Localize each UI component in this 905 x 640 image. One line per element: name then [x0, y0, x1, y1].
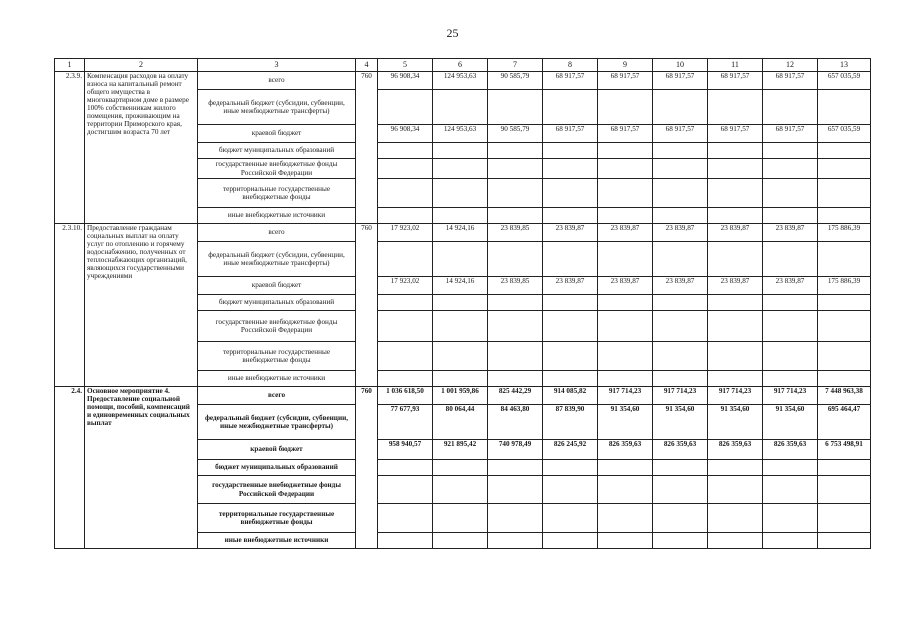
year-value: 91 354,60: [598, 405, 653, 440]
funding-source: федеральный бюджет (субсидии, субвенции, иные межбюджетные трансферты): [198, 90, 356, 125]
year-value: 914 085,82: [543, 387, 598, 405]
year-value: [708, 311, 763, 342]
year-value: 124 953,63: [433, 125, 488, 143]
year-value: [598, 533, 653, 549]
year-value: [378, 311, 433, 342]
funding-source: краевой бюджет: [198, 440, 356, 460]
year-value: [433, 143, 488, 159]
year-value: 826 359,63: [763, 440, 818, 460]
year-value: 826 359,63: [598, 440, 653, 460]
year-value: 23 839,87: [653, 277, 708, 295]
year-value: 68 917,57: [708, 125, 763, 143]
year-value: 17 923,02: [378, 277, 433, 295]
column-header-1: 1: [55, 59, 85, 72]
funding-source: федеральный бюджет (субсидии, субвенции, иные межбюджетные трансферты): [198, 405, 356, 440]
year-value: 87 839,90: [543, 405, 598, 440]
year-value: [488, 460, 543, 476]
column-header-4: 4: [356, 59, 378, 72]
year-value: 17 923,02: [378, 224, 433, 242]
total-value: 657 035,59: [818, 125, 871, 143]
year-value: [763, 208, 818, 224]
funding-source: территориальные государственные внебюджетные фонды: [198, 342, 356, 371]
year-value: [598, 295, 653, 311]
year-value: [488, 179, 543, 208]
year-value: [763, 143, 818, 159]
year-value: [543, 311, 598, 342]
year-value: [433, 311, 488, 342]
funding-source: государственные внебюджетные фонды Российской Федерации: [198, 159, 356, 179]
table-row: [55, 224, 871, 242]
year-value: [543, 208, 598, 224]
year-value: 826 359,63: [653, 440, 708, 460]
total-value: 695 464,47: [818, 405, 871, 440]
year-value: [653, 533, 708, 549]
year-value: [488, 159, 543, 179]
year-value: [763, 533, 818, 549]
year-value: [378, 342, 433, 371]
year-value: [763, 371, 818, 387]
year-value: [598, 90, 653, 125]
year-value: [598, 179, 653, 208]
measure-code: 2.4.: [55, 387, 85, 549]
year-value: [488, 242, 543, 277]
year-value: [433, 476, 488, 504]
year-value: 23 839,87: [598, 277, 653, 295]
year-value: [378, 179, 433, 208]
year-value: 91 354,60: [653, 405, 708, 440]
year-value: [433, 90, 488, 125]
total-value: 175 886,39: [818, 277, 871, 295]
column-header-6: 6: [433, 59, 488, 72]
funding-source: государственные внебюджетные фонды Российской Федерации: [198, 476, 356, 504]
year-value: [763, 476, 818, 504]
measure-name: Предоставление гражданам социальных выплат на оплату услуг по отоплению и горячему водоснабжению, полученных от теплоснабжающих организаций, являющихся государственными учреждениями: [85, 224, 198, 387]
year-value: [543, 476, 598, 504]
total-value: [818, 342, 871, 371]
year-value: [763, 311, 818, 342]
year-value: [653, 476, 708, 504]
year-value: [653, 242, 708, 277]
year-value: 124 953,63: [433, 72, 488, 90]
year-value: [543, 342, 598, 371]
year-value: 68 917,57: [598, 125, 653, 143]
year-value: [488, 504, 543, 533]
year-value: [543, 159, 598, 179]
year-value: [653, 90, 708, 125]
year-value: 77 677,93: [378, 405, 433, 440]
total-value: [818, 90, 871, 125]
year-value: 23 839,87: [543, 277, 598, 295]
year-value: [488, 208, 543, 224]
total-value: [818, 504, 871, 533]
year-value: [543, 90, 598, 125]
year-value: 826 245,92: [543, 440, 598, 460]
year-value: [543, 371, 598, 387]
funding-source: всего: [198, 224, 356, 242]
year-value: [763, 342, 818, 371]
measure-name: Основное мероприятие 4. Предоставление социальной помощи, пособий, компенсаций и единовременных социальных выплат: [85, 387, 198, 549]
measure-code: 2.3.9.: [55, 72, 85, 224]
total-value: [818, 159, 871, 179]
year-value: 23 839,87: [708, 224, 763, 242]
total-value: 7 448 963,38: [818, 387, 871, 405]
year-value: [653, 159, 708, 179]
year-value: [488, 295, 543, 311]
year-value: [488, 533, 543, 549]
year-value: 23 839,87: [763, 224, 818, 242]
year-value: [598, 311, 653, 342]
year-value: [433, 504, 488, 533]
year-value: [653, 208, 708, 224]
total-value: [818, 460, 871, 476]
column-header-12: 12: [763, 59, 818, 72]
year-value: [378, 143, 433, 159]
year-value: [378, 460, 433, 476]
total-value: [818, 295, 871, 311]
funding-source: краевой бюджет: [198, 125, 356, 143]
column-header-3: 3: [198, 59, 356, 72]
year-value: 23 839,87: [598, 224, 653, 242]
year-value: [488, 342, 543, 371]
total-value: [818, 476, 871, 504]
funding-source: всего: [198, 387, 356, 405]
year-value: [763, 179, 818, 208]
year-value: [763, 90, 818, 125]
funding-source: бюджет муниципальных образований: [198, 460, 356, 476]
year-value: [433, 295, 488, 311]
year-value: [598, 504, 653, 533]
measure-group: [55, 224, 871, 387]
total-value: 6 753 498,91: [818, 440, 871, 460]
year-value: [653, 311, 708, 342]
year-value: [488, 476, 543, 504]
year-value: [378, 242, 433, 277]
year-value: [433, 159, 488, 179]
funding-source: бюджет муниципальных образований: [198, 295, 356, 311]
year-value: [433, 179, 488, 208]
year-value: [488, 371, 543, 387]
column-header-10: 10: [653, 59, 708, 72]
year-value: 740 978,49: [488, 440, 543, 460]
total-value: [818, 208, 871, 224]
total-value: [818, 371, 871, 387]
measure-name: Компенсация расходов на оплату взноса на капитальный ремонт общего имущества в многоквартирном доме в размере 100% собственникам жилого помещения, проживающим на территории Приморского края, достигшим возраста 70 лет: [85, 72, 198, 224]
year-value: [598, 143, 653, 159]
funding-source: всего: [198, 72, 356, 90]
year-value: 1 001 959,86: [433, 387, 488, 405]
year-value: 14 924,16: [433, 224, 488, 242]
column-header-13: 13: [818, 59, 871, 72]
year-value: [488, 143, 543, 159]
year-value: 917 714,23: [708, 387, 763, 405]
column-header-2: 2: [85, 59, 198, 72]
total-value: [818, 311, 871, 342]
year-value: [543, 179, 598, 208]
year-value: 90 585,79: [488, 72, 543, 90]
measure-group: [55, 72, 871, 224]
year-value: [433, 342, 488, 371]
year-value: [598, 208, 653, 224]
year-value: [708, 460, 763, 476]
year-value: 96 908,34: [378, 72, 433, 90]
year-value: [378, 159, 433, 179]
year-value: [653, 342, 708, 371]
year-value: [708, 504, 763, 533]
year-value: [543, 533, 598, 549]
year-value: 917 714,23: [598, 387, 653, 405]
year-value: [433, 460, 488, 476]
year-value: [653, 504, 708, 533]
year-value: [708, 371, 763, 387]
year-value: [433, 371, 488, 387]
column-header-11: 11: [708, 59, 763, 72]
year-value: [378, 295, 433, 311]
header-row: [55, 59, 871, 72]
measure-group: [55, 387, 871, 549]
year-value: [708, 295, 763, 311]
year-value: [488, 90, 543, 125]
funding-source: государственные внебюджетные фонды Российской Федерации: [198, 311, 356, 342]
year-value: [708, 242, 763, 277]
funding-source: иные внебюджетные источники: [198, 371, 356, 387]
year-value: [433, 533, 488, 549]
year-value: 90 585,79: [488, 125, 543, 143]
funding-source: бюджет муниципальных образований: [198, 143, 356, 159]
year-value: 68 917,57: [653, 72, 708, 90]
grbs-code: 760: [356, 224, 378, 387]
year-value: [708, 533, 763, 549]
year-value: [433, 242, 488, 277]
year-value: 825 442,29: [488, 387, 543, 405]
year-value: 23 839,85: [488, 277, 543, 295]
year-value: 68 917,57: [763, 125, 818, 143]
table-row: [55, 72, 871, 90]
year-value: 68 917,57: [763, 72, 818, 90]
year-value: 68 917,57: [598, 72, 653, 90]
total-value: [818, 242, 871, 277]
year-value: 68 917,57: [708, 72, 763, 90]
year-value: [763, 159, 818, 179]
column-header-5: 5: [378, 59, 433, 72]
year-value: 68 917,57: [543, 72, 598, 90]
year-value: [653, 143, 708, 159]
year-value: [488, 311, 543, 342]
funding-source: территориальные государственные внебюджетные фонды: [198, 504, 356, 533]
year-value: 23 839,87: [653, 224, 708, 242]
year-value: 23 839,85: [488, 224, 543, 242]
year-value: 68 917,57: [543, 125, 598, 143]
year-value: [598, 476, 653, 504]
year-value: 958 940,57: [378, 440, 433, 460]
funding-source: территориальные государственные внебюджетные фонды: [198, 179, 356, 208]
year-value: [543, 295, 598, 311]
year-value: [378, 371, 433, 387]
year-value: [653, 295, 708, 311]
year-value: [763, 295, 818, 311]
year-value: [763, 504, 818, 533]
year-value: [708, 143, 763, 159]
year-value: [598, 242, 653, 277]
year-value: [543, 504, 598, 533]
year-value: 80 064,44: [433, 405, 488, 440]
budget-table: [54, 58, 871, 549]
page-number: 25: [446, 26, 459, 40]
column-header-8: 8: [543, 59, 598, 72]
funding-source: иные внебюджетные источники: [198, 208, 356, 224]
year-value: [653, 460, 708, 476]
year-value: [543, 143, 598, 159]
year-value: [708, 342, 763, 371]
year-value: 917 714,23: [653, 387, 708, 405]
total-value: [818, 533, 871, 549]
funding-source: краевой бюджет: [198, 277, 356, 295]
year-value: [598, 342, 653, 371]
year-value: [708, 208, 763, 224]
year-value: [708, 90, 763, 125]
year-value: [653, 371, 708, 387]
year-value: 23 839,87: [708, 277, 763, 295]
funding-source: федеральный бюджет (субсидии, субвенции, иные межбюджетные трансферты): [198, 242, 356, 277]
year-value: [708, 179, 763, 208]
grbs-code: 760: [356, 72, 378, 224]
year-value: 23 839,87: [763, 277, 818, 295]
year-value: 23 839,87: [543, 224, 598, 242]
total-value: 175 886,39: [818, 224, 871, 242]
year-value: 921 895,42: [433, 440, 488, 460]
year-value: 84 463,80: [488, 405, 543, 440]
year-value: [378, 90, 433, 125]
grbs-code: 760: [356, 387, 378, 549]
year-value: 1 036 618,50: [378, 387, 433, 405]
funding-source: иные внебюджетные источники: [198, 533, 356, 549]
year-value: [543, 242, 598, 277]
year-value: [378, 533, 433, 549]
measure-code: 2.3.10.: [55, 224, 85, 387]
table-header: [55, 59, 871, 72]
total-value: 657 035,59: [818, 72, 871, 90]
year-value: [378, 504, 433, 533]
year-value: 91 354,60: [708, 405, 763, 440]
column-header-7: 7: [488, 59, 543, 72]
year-value: [708, 159, 763, 179]
year-value: 68 917,57: [653, 125, 708, 143]
total-value: [818, 179, 871, 208]
year-value: [598, 371, 653, 387]
year-value: [543, 460, 598, 476]
column-header-9: 9: [598, 59, 653, 72]
year-value: [378, 476, 433, 504]
year-value: 917 714,23: [763, 387, 818, 405]
year-value: [763, 460, 818, 476]
year-value: 14 924,16: [433, 277, 488, 295]
year-value: [653, 179, 708, 208]
year-value: 96 908,34: [378, 125, 433, 143]
year-value: [433, 208, 488, 224]
year-value: [763, 242, 818, 277]
year-value: [598, 460, 653, 476]
table-row: [55, 387, 871, 405]
year-value: 91 354,60: [763, 405, 818, 440]
year-value: 826 359,63: [708, 440, 763, 460]
year-value: [378, 208, 433, 224]
year-value: [708, 476, 763, 504]
year-value: [598, 159, 653, 179]
total-value: [818, 143, 871, 159]
